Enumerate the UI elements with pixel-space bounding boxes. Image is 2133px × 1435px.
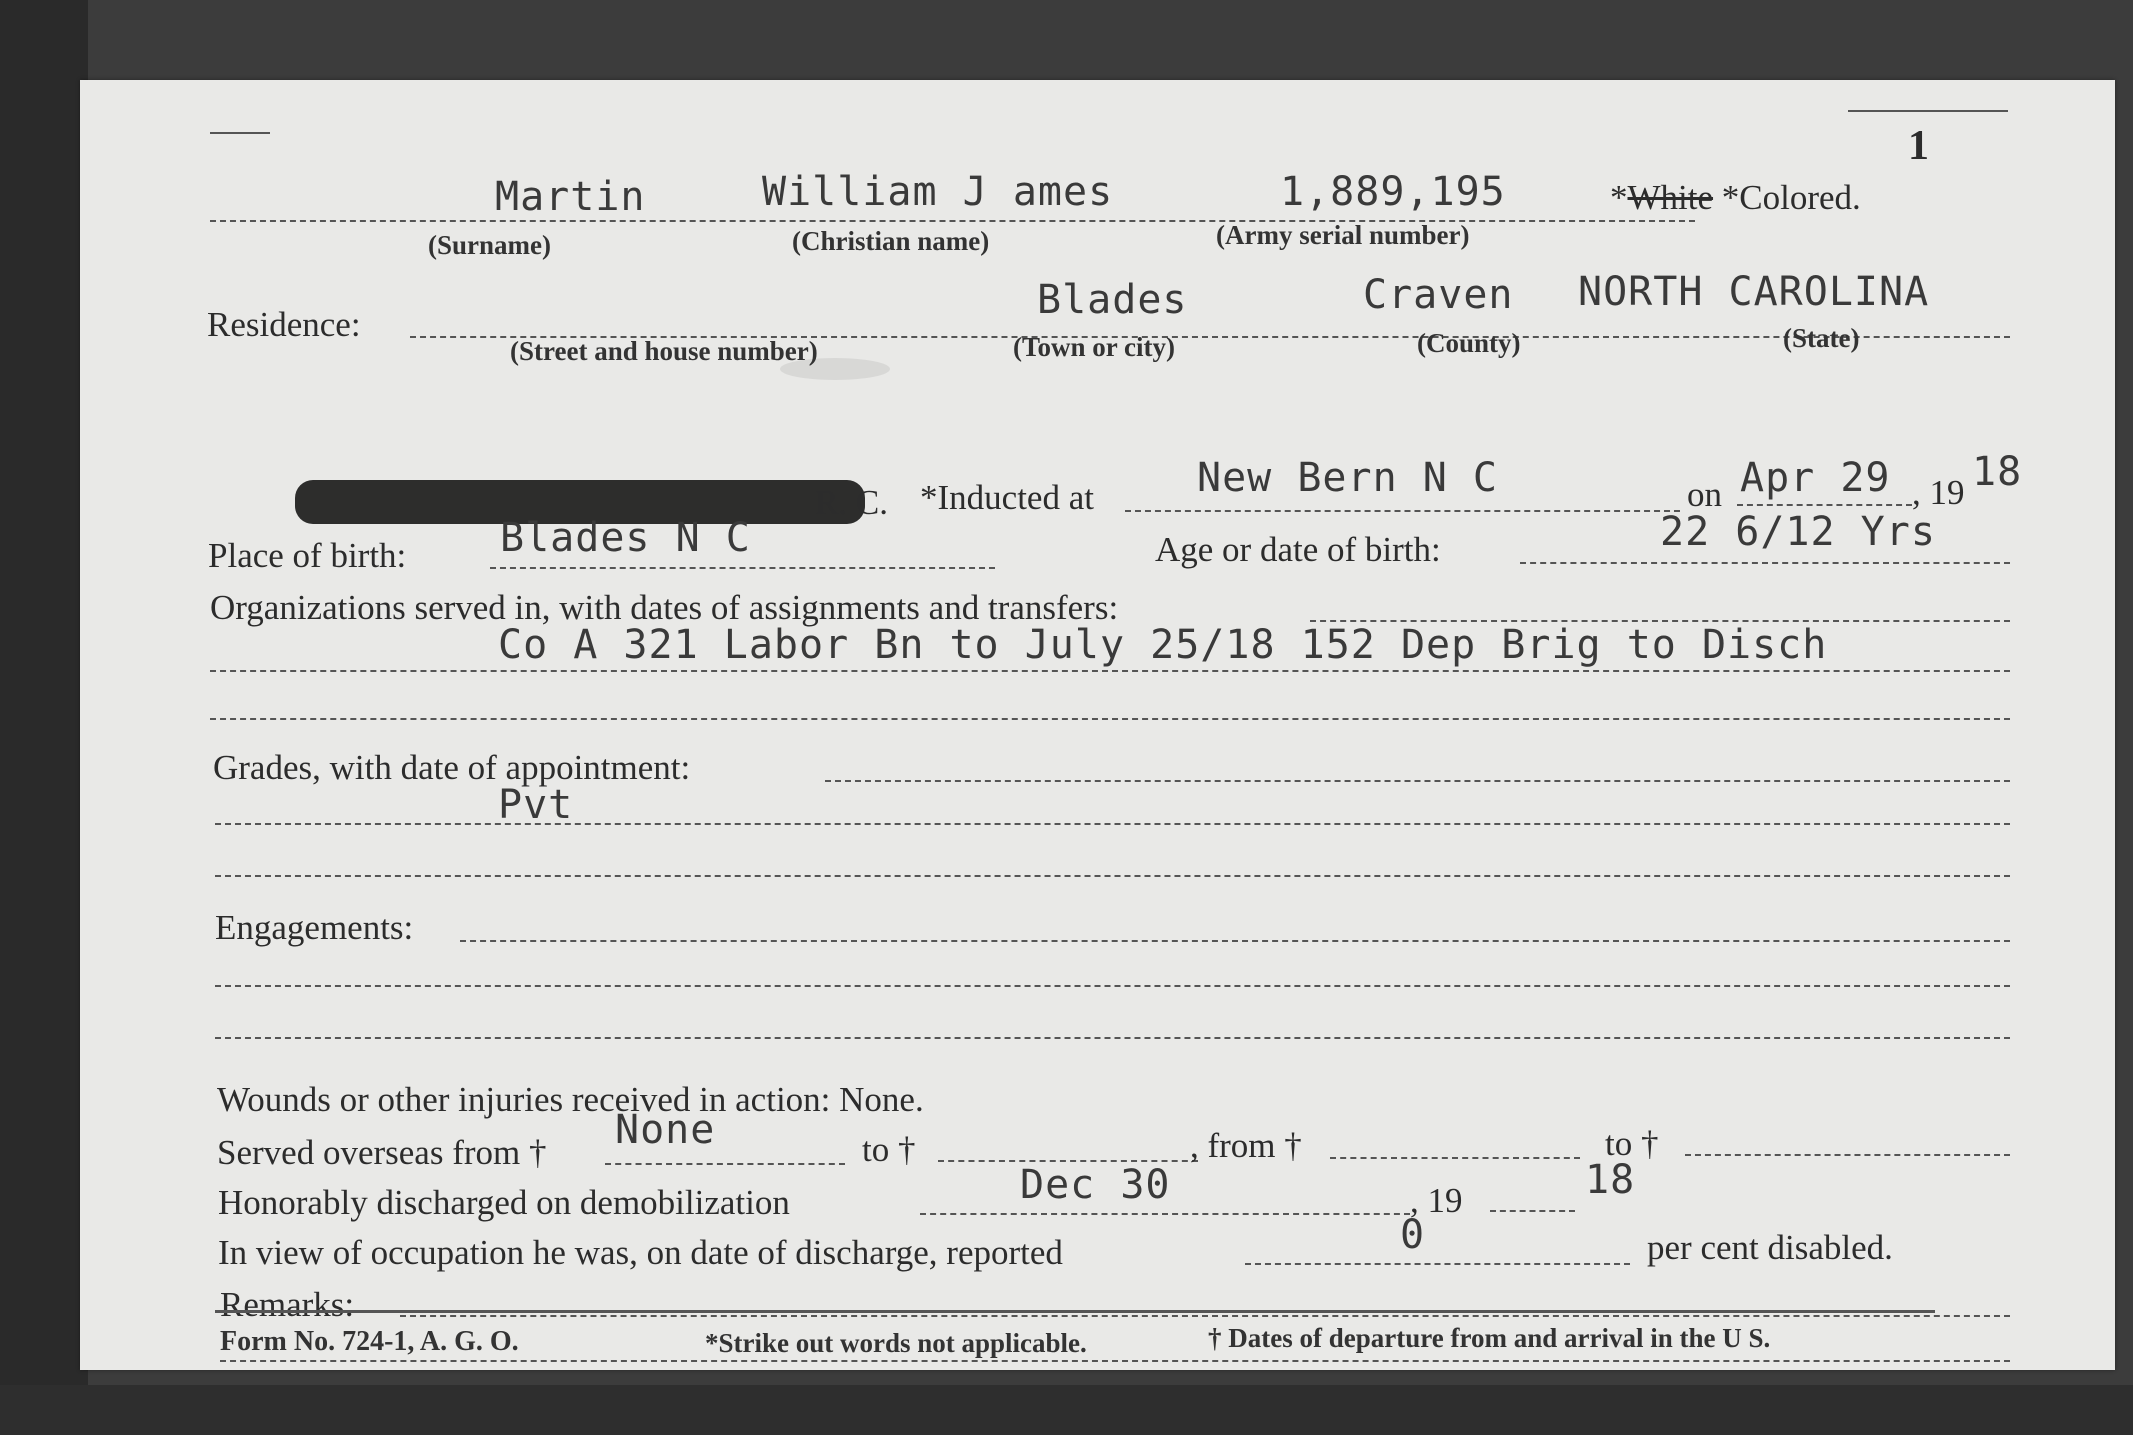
- residence-state-value: NORTH CAROLINA: [1578, 269, 1930, 315]
- residence-label: Residence:: [207, 305, 361, 344]
- state-label: (State): [1783, 323, 1860, 353]
- engagements-line-2: [215, 985, 2010, 987]
- age-value: 22 6/12 Yrs: [1660, 509, 1936, 555]
- wounds-label: Wounds or other injuries received in action: None.: [217, 1080, 924, 1119]
- discharge-year-prefix: , 19: [1410, 1181, 1463, 1220]
- place-of-birth-label: Place of birth:: [208, 536, 407, 575]
- service-record-card: [80, 80, 2115, 1370]
- organizations-value: Co A 321 Labor Bn to July 25/18 152 Dep Brig to Disch: [498, 622, 1828, 668]
- discharge-date-line: [920, 1213, 1410, 1215]
- grades-value: Pvt: [498, 782, 574, 828]
- grades-line-2: [215, 823, 2010, 825]
- race-white-struck: White: [1627, 178, 1714, 217]
- christian-name-label: (Christian name): [792, 226, 990, 256]
- discharge-label: Honorably discharged on demobilization: [218, 1183, 790, 1222]
- disability-label: In view of occupation he was, on date of discharge, reported: [218, 1233, 1063, 1272]
- remarks-line-1: [400, 1315, 2010, 1317]
- inducted-on-label: on: [1687, 475, 1722, 514]
- discharge-year-line: [1490, 1210, 1575, 1212]
- christian-name-value: William J ames: [762, 169, 1114, 215]
- disability-suffix: per cent disabled.: [1647, 1228, 1893, 1267]
- surname-label: (Surname): [428, 230, 551, 260]
- induction-date-line: [1737, 504, 1912, 506]
- serial-number-label: (Army serial number): [1216, 220, 1470, 250]
- race-colored: Colored.: [1739, 178, 1861, 217]
- discharge-date-value: Dec 30: [1020, 1162, 1171, 1208]
- inducted-at-label: *Inducted at: [920, 478, 1094, 517]
- age-label: Age or date of birth:: [1155, 530, 1441, 569]
- place-of-birth-line: [490, 567, 995, 569]
- footer-rule: [215, 1310, 1935, 1313]
- town-label: (Town or city): [1013, 332, 1175, 362]
- overseas-to-label: to †: [862, 1130, 916, 1169]
- redacted-text-tail: R. C.: [815, 483, 888, 522]
- surname-value: Martin: [495, 174, 646, 220]
- asterisk-white: *: [1610, 178, 1628, 217]
- grades-line-1: [825, 780, 2010, 782]
- organizations-label: Organizations served in, with dates of assignments and transfers:: [210, 588, 1119, 627]
- grades-label: Grades, with date of appointment:: [213, 748, 691, 787]
- engagements-label: Engagements:: [215, 908, 414, 947]
- dates-note: † Dates of departure from and arrival in the U S.: [1208, 1323, 1771, 1353]
- county-label: (County): [1417, 328, 1521, 358]
- overseas-from-line: [605, 1163, 845, 1165]
- street-label: (Street and house number): [510, 336, 818, 366]
- age-line: [1520, 562, 2010, 564]
- overseas-from-value: None: [615, 1107, 716, 1153]
- overseas-to2-label: to †: [1605, 1124, 1659, 1163]
- grades-line-3: [215, 875, 2010, 877]
- race-field: [1610, 180, 1861, 215]
- remarks-line-2: [220, 1360, 2010, 1362]
- overseas-from2-line: [1330, 1157, 1580, 1159]
- organizations-line-3: [210, 718, 2010, 720]
- induction-date-value: Apr 29: [1740, 455, 1891, 501]
- overseas-from2-label: , from †: [1190, 1126, 1302, 1165]
- remarks-label: Remarks:: [220, 1285, 355, 1324]
- asterisk-colored: *: [1721, 178, 1740, 217]
- overseas-to2-line: [1685, 1154, 2010, 1156]
- place-of-birth-value: Blades N C: [500, 515, 751, 561]
- top-rule: [1848, 110, 2008, 112]
- organizations-line-2: [210, 670, 2010, 672]
- discharge-year-value: 18: [1585, 1157, 1636, 1203]
- scan-background-bottom: [0, 1385, 2133, 1435]
- inducted-at-value: New Bern N C: [1197, 455, 1498, 501]
- serial-number-value: 1,889,195: [1280, 169, 1506, 215]
- engagements-line-1: [460, 940, 2010, 942]
- engagements-line-3: [215, 1037, 2010, 1039]
- induction-year-value: 18: [1972, 449, 2023, 495]
- induction-year-prefix: , 19: [1912, 473, 1965, 512]
- scan-background-left: [0, 0, 88, 1435]
- overseas-label: Served overseas from †: [217, 1133, 547, 1172]
- header-line: [210, 220, 1695, 222]
- strike-note: *Strike out words not applicable.: [705, 1328, 1087, 1358]
- residence-county-value: Craven: [1363, 272, 1514, 318]
- card-number: 1: [1908, 123, 1929, 169]
- inducted-at-line: [1125, 510, 1680, 512]
- disability-line: [1245, 1263, 1630, 1265]
- disability-value: 0: [1400, 1212, 1426, 1258]
- top-left-mark: [210, 132, 270, 134]
- residence-town-value: Blades: [1037, 277, 1188, 323]
- form-number: Form No. 724-1, A. G. O.: [220, 1326, 519, 1357]
